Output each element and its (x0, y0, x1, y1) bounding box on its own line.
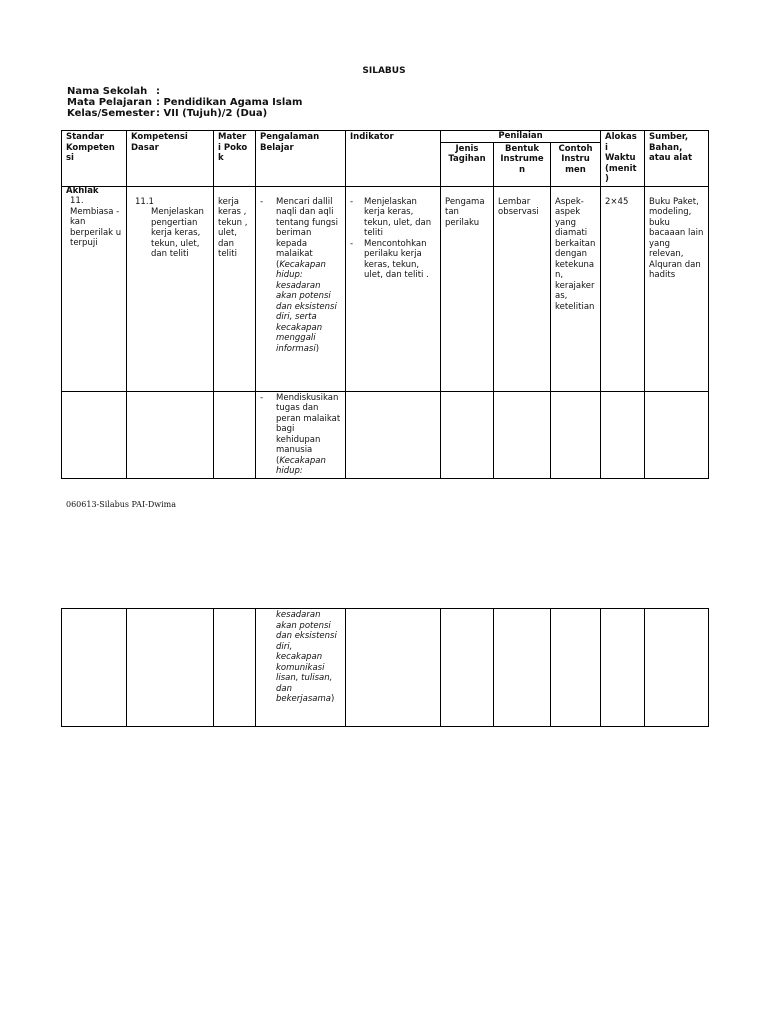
meta-value: : VII (Tujuh)/2 (Dua) (156, 108, 268, 119)
document-meta (67, 86, 302, 119)
header-indikator: Indikator (346, 131, 441, 187)
pengalaman-italic: kesadaran akan potensi dan eksistensi diri, kecakapan komunikasi lisan, tulisan, dan bekerjasama (276, 610, 337, 704)
cell-empty (441, 609, 494, 727)
header-jenis: Jenis Tagihan (441, 142, 494, 186)
cell-indikator (346, 186, 441, 391)
meta-value: : Pendidikan Agama Islam (156, 97, 303, 108)
kompetensi-text: Menjelaskan pengertian kerja keras, tekun, ulet, dan teliti (151, 207, 204, 259)
cell-empty (214, 609, 256, 727)
cell-empty (346, 609, 441, 727)
cell-standar (62, 186, 127, 391)
header-row (62, 131, 709, 143)
cell-empty (62, 609, 127, 727)
meta-value: : (156, 86, 160, 97)
standar-text: 11. Membiasa -kan berperilak u terpuji (70, 196, 122, 248)
cell-empty (494, 391, 551, 478)
cell-pengalaman (256, 609, 346, 727)
pengalaman-italic: Kecakapan hidup: kesadaran akan potensi dan eksistensi diri, serta kecakapan menggali informasi (276, 259, 337, 354)
header-alokasi: Alokas i Waktu (menit ) (601, 131, 645, 187)
indikator-text: Mencontohkan perilaku kerja keras, tekun, ulet, dan teliti . (364, 238, 429, 280)
cell-empty (645, 609, 709, 727)
cell-empty (551, 391, 601, 478)
meta-class (67, 108, 302, 119)
header-penilaian: Penilaian (441, 131, 601, 143)
table-row (62, 609, 709, 727)
meta-label: Kelas/Semester (67, 108, 155, 119)
list-item: - Mendiskusikan tugas dan peran malaikat bagi kehidupan manusia (Kecakapan hidup: (260, 392, 341, 476)
meta-label: Nama Sekolah (67, 86, 148, 97)
cell-empty (62, 391, 127, 478)
header-contoh: Contoh Instru men (551, 142, 601, 186)
cell-empty (441, 391, 494, 478)
kompetensi-number: 11.1 (135, 196, 154, 207)
syllabus-table-continued (61, 608, 709, 727)
cell-empty (127, 391, 214, 478)
cell-alokasi: 2×45 (601, 186, 645, 391)
header-standar: Standar Kompeten si (62, 131, 127, 187)
pengalaman-italic: Kecakapan hidup: (276, 455, 326, 476)
cell-materi: kerja keras , tekun , ulet, dan teliti (214, 186, 256, 391)
meta-school (67, 86, 302, 97)
pengalaman-end: ) (330, 694, 335, 704)
cell-empty (601, 391, 645, 478)
meta-subject (67, 97, 302, 108)
cell-empty (551, 609, 601, 727)
cell-sumber: Buku Paket, modeling, buku bacaaan lain yang relevan, Alquran dan hadits (645, 186, 709, 391)
list-item: - Mencontohkan perilaku kerja keras, tekun, ulet, dan teliti . (350, 239, 436, 281)
list-item: - Mencari dallil naqli dan aqli tentang fungsi beriman kepada malaikat (Kecakapan hidup: kesadaran akan potensi dan eksistensi diri, serta kecakapan menggali informasi) (260, 196, 338, 354)
page-footer: 060613-Silabus PAI-Dwima (66, 500, 176, 509)
header-sumber: Sumber, Bahan, atau alat (645, 131, 709, 187)
cell-jenis: Pengama tan perilaku (441, 186, 494, 391)
header-bentuk: Bentuk Instrume n (494, 142, 551, 186)
cell-empty (214, 391, 256, 478)
pengalaman-text: Mendiskusikan tugas dan peran malaikat bagi kehidupan manusia ( (276, 392, 341, 466)
cell-empty (601, 609, 645, 727)
cell-empty (494, 609, 551, 727)
cell-empty (645, 391, 709, 478)
pengalaman-text: Mencari dallil naqli dan aqli tentang fungsi beriman kepada malaikat ( (276, 196, 338, 270)
list-item: - Menjelaskan kerja keras, tekun, ulet, dan teliti (350, 197, 436, 239)
cell-empty (346, 391, 441, 478)
pengalaman-end: ) (315, 343, 320, 354)
meta-label: Mata Pelajaran (67, 97, 152, 108)
cell-empty (127, 609, 214, 727)
cell-pengalaman (256, 391, 346, 478)
cell-bentuk: Lembar observasi (494, 186, 551, 391)
section-label: Akhlak (66, 185, 99, 196)
cell-pengalaman (256, 186, 346, 391)
header-kompetensi: Kompetensi Dasar (127, 131, 214, 187)
table-row (62, 186, 709, 391)
cell-contoh: Aspek-aspek yang diamati berkaitan dengan ketekunan, kerajakeras, ketelitian (551, 186, 601, 391)
header-materi: Mater i Poko k (214, 131, 256, 187)
page-title: SILABUS (362, 66, 406, 76)
table-row (62, 391, 709, 478)
syllabus-table (61, 130, 709, 479)
indikator-text: Menjelaskan kerja keras, tekun, ulet, dan teliti (364, 196, 432, 238)
cell-kompetensi (127, 186, 214, 391)
header-pengalaman: Pengalaman Belajar (256, 131, 346, 187)
